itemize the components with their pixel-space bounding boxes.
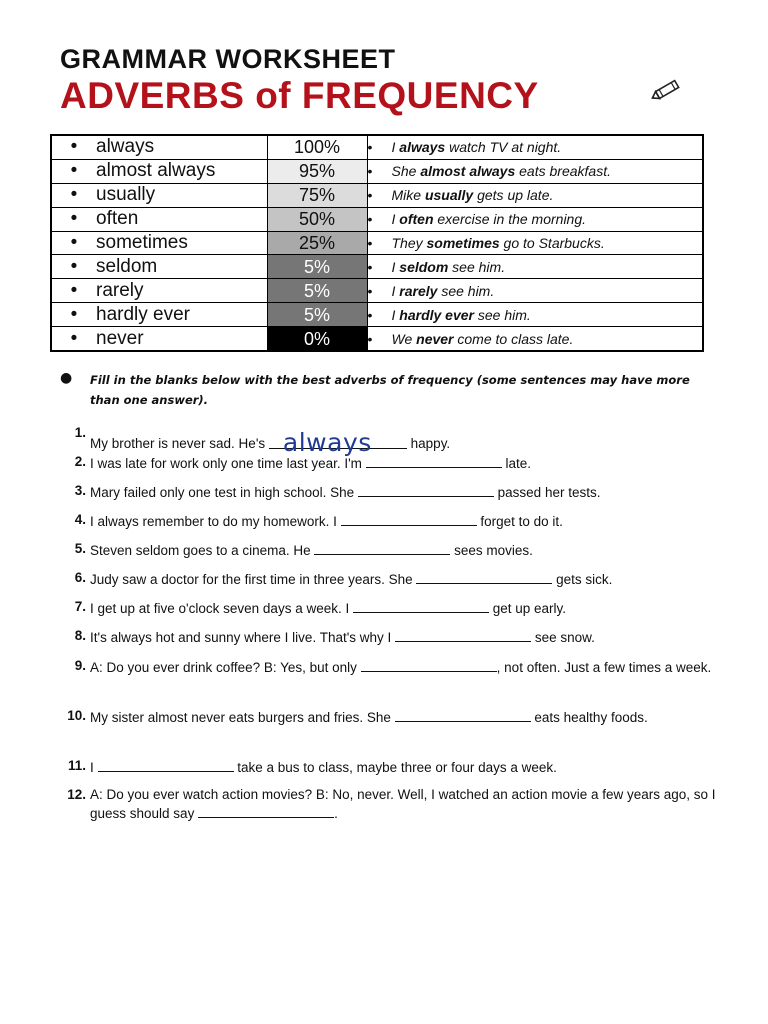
example-cell [367,231,703,255]
worksheet-header [60,44,710,116]
adverb-label: never [96,327,144,349]
question-item [60,540,720,559]
adverb-label: rarely [96,279,144,301]
percent-cell: 75% [267,183,367,207]
frequency-row [51,279,703,303]
question-before: It's always hot and sunny where I live. That's why I [90,630,396,645]
example-cell [367,183,703,207]
question-text [90,569,720,588]
example-pre: Mike [391,187,425,204]
question-before: I was late for work only one time last year. I'm [90,456,366,471]
percent-cell: 5% [267,303,367,327]
percent-cell: 0% [267,327,367,351]
question-number: 1. [74,425,86,440]
example-adverb: seldom [399,258,449,275]
question-number: 10. [67,708,86,723]
answer-blank[interactable] [269,424,407,457]
example-adverb: sometimes [426,235,500,251]
question-number: 12. [67,787,86,802]
answer-blank[interactable] [416,569,552,584]
question-after: . [334,806,338,821]
example-cell [367,303,703,327]
percent-cell: 25% [267,231,367,255]
example-pre: I [391,306,400,323]
example-post: see him. [448,258,506,275]
question-number: 9. [74,658,86,673]
bullet-icon: • [70,327,78,349]
question-text [90,598,720,617]
bullet-icon: • [367,163,373,180]
example-adverb: always [399,139,446,156]
bullet-icon: • [367,306,373,323]
adverb-label: often [96,208,139,230]
adverb-label: hardly ever [96,303,190,325]
question-item [60,757,720,776]
example-adverb: rarely [399,282,438,299]
question-item [60,482,720,501]
bullet-icon: • [367,330,373,347]
percent-cell: 5% [267,279,367,303]
worksheet-title: GRAMMAR WORKSHEET [60,44,396,74]
question-item [60,453,720,472]
question-after: eats healthy foods. [530,710,648,725]
answer-blank[interactable] [395,627,531,642]
bullet-icon: • [70,184,78,206]
answer-blank[interactable] [314,540,450,555]
question-after: late. [501,456,531,471]
example-pre: They [391,235,427,251]
question-text [90,627,720,646]
example-pre: She [391,163,421,180]
frequency-row [51,135,703,159]
instructions-text: Fill in the blanks below with the best adverbs of frequency (some sentences may have more than one answer). [90,373,690,407]
adverb-label: sometimes [96,232,188,253]
question-number: 8. [74,628,86,643]
bullet-icon: • [70,160,78,182]
question-after: passed her tests. [493,485,601,500]
question-text [90,482,720,501]
example-adverb: hardly ever [399,306,474,323]
example-adverb: usually [424,187,474,204]
question-number: 4. [74,512,86,527]
frequency-row [51,159,703,183]
answer-blank[interactable] [98,757,234,772]
bullet-icon: • [367,282,373,299]
instructions [60,370,720,410]
adverb-label: always [96,136,155,158]
question-item [60,424,720,457]
question-before: Steven seldom goes to a cinema. He [90,543,315,558]
frequency-table [50,134,704,352]
adverb-cell [51,159,267,183]
example-post: see him. [437,282,495,299]
adverb-cell [51,279,267,303]
question-before: I get up at five o'clock seven days a week. I [90,601,353,616]
question-after: gets sick. [552,572,613,587]
bullet-icon: • [367,211,373,228]
answer-blank[interactable] [366,453,502,468]
question-before: Judy saw a doctor for the first time in three years. She [90,572,417,587]
adverb-label: seldom [96,255,158,277]
example-adverb: almost always [420,163,516,180]
bullet-icon: • [70,303,78,325]
question-item [60,569,720,588]
question-before: A: Do you ever watch action movies? B: No, never. Well, I watched an action movie a few years ago, so I guess should say [90,787,716,821]
question-before: My brother is never sad. He's [90,436,269,451]
question-item [60,657,720,676]
bullet-icon: • [70,255,78,277]
pencil-icon [650,74,686,104]
bullet-icon: • [367,235,373,251]
answer-blank[interactable] [353,598,489,613]
example-cell [367,255,703,279]
answer-blank[interactable] [361,657,497,672]
answer-blank[interactable] [395,707,531,722]
question-before: My sister almost never eats burgers and fries. She [90,710,395,725]
example-post: exercise in the morning. [433,211,587,228]
adverb-cell [51,207,267,231]
question-after: , not often. Just a few times a week. [496,660,712,675]
bullet-icon: • [367,258,373,275]
question-text [90,540,720,559]
question-text [90,511,720,530]
example-adverb: never [416,330,454,347]
frequency-row [51,327,703,351]
percent-cell: 5% [267,255,367,279]
question-number: 6. [74,570,86,585]
question-number: 5. [74,541,86,556]
bullet-icon: ● [60,370,73,386]
frequency-row [51,231,703,255]
example-pre: I [391,282,400,299]
question-number: 7. [74,599,86,614]
answer-blank[interactable] [198,803,334,818]
question-number: 3. [74,483,86,498]
bullet-icon: • [367,139,373,156]
question-text [90,786,720,822]
bullet-icon: • [70,136,78,158]
question-item [60,627,720,646]
question-after: see snow. [531,630,595,645]
answer-blank[interactable] [358,482,494,497]
question-text [90,424,720,457]
bullet-icon: • [70,279,78,301]
example-cell [367,207,703,231]
bullet-icon: • [367,187,373,204]
question-before: I [90,760,98,775]
question-number: 2. [74,454,86,469]
question-after: get up early. [488,601,567,616]
question-item [60,786,720,822]
question-after: forget to do it. [476,514,563,529]
question-text [90,757,720,776]
frequency-row [51,303,703,327]
question-text [90,453,720,472]
question-text [90,657,720,676]
adverb-cell [51,255,267,279]
adverb-label: usually [96,184,156,206]
adverb-label: almost always [96,160,216,182]
example-post: eats breakfast. [515,163,611,180]
question-after: sees movies. [450,543,533,558]
example-pre: I [391,258,400,275]
question-item [60,511,720,530]
frequency-row [51,207,703,231]
adverb-cell [51,231,267,255]
adverb-cell [51,183,267,207]
example-cell [367,159,703,183]
example-post: gets up late. [473,187,554,204]
bullet-icon: • [70,232,78,253]
example-post: go to Starbucks. [499,235,605,251]
worksheet-subtitle: ADVERBS of FREQUENCY [60,75,539,116]
adverb-cell [51,303,267,327]
example-cell [367,135,703,159]
example-cell [367,279,703,303]
example-adverb: often [399,211,434,228]
question-number: 11. [67,758,86,773]
example-post: come to class late. [453,330,574,347]
example-cell [367,327,703,351]
question-before: I always remember to do my homework. I [90,514,341,529]
example-pre: We [391,330,417,347]
sample-answer: always [282,428,372,457]
example-pre: I [391,139,400,156]
frequency-row [51,255,703,279]
answer-blank[interactable] [341,511,477,526]
question-before: A: Do you ever drink coffee? B: Yes, but only [90,660,361,675]
adverb-cell [51,327,267,351]
bullet-icon: • [70,208,78,230]
example-pre: I [391,211,400,228]
frequency-row [51,183,703,207]
question-text [90,707,720,726]
example-post: watch TV at night. [445,139,562,156]
percent-cell: 95% [267,159,367,183]
adverb-cell [51,135,267,159]
percent-cell: 50% [267,207,367,231]
example-post: see him. [474,306,531,323]
question-item [60,707,720,726]
question-before: Mary failed only one test in high school. She [90,485,358,500]
question-item [60,598,720,617]
question-after: happy. [406,436,451,451]
question-after: take a bus to class, maybe three or four days a week. [233,760,557,775]
percent-cell: 100% [267,135,367,159]
